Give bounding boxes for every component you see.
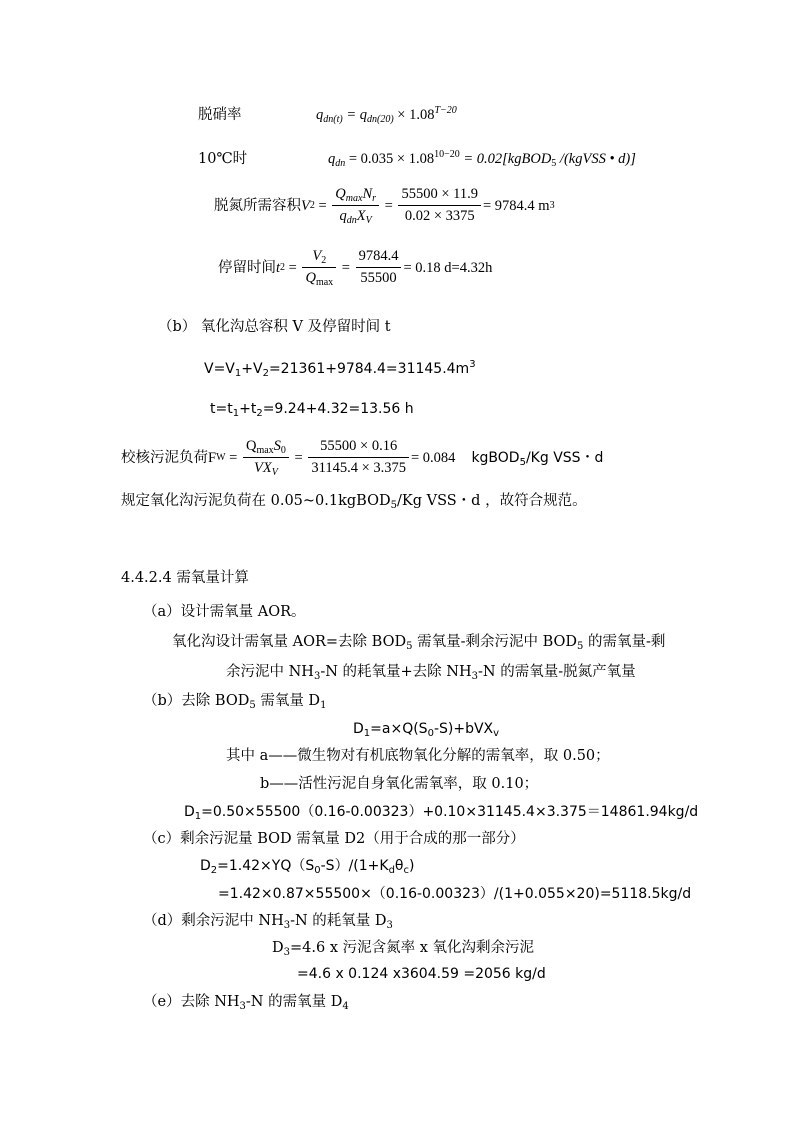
aor-definition-line2: 余污泥中 $NH_3-N$ 的耗氧量+去除 $NH_3-N$ 的需氧量-脱氮产氧量 xyxy=(226,664,636,682)
item-d-heading: （d）剩余污泥中 $NH_3-N$ 的耗氧量 $D_3$ xyxy=(143,913,393,931)
denitrification-volume-equation: 脱氮所需容积 V 2 = $\frac{Q_{max}N_r}{q_{dn}X_V}$ = $\frac{55500 \times 11.9}{0.02 \times 3375}$ = 9784.4 m 3 xyxy=(214,186,555,227)
d1-calculation: $D_1=0.50\times 55500(0.16-0.00323)+0.10\times 31145.4\times 3.375=14861.94kg/d$ xyxy=(184,804,699,822)
sludge-load-specification: 规定氧化沟污泥负荷在 0.05~0.1kgBOD$_5$/Kg VSS・d ，故符合规范。 xyxy=(121,493,587,511)
total-time-equation: $t=t_1+t_2=9.24+4.32=13.56$ h xyxy=(210,401,414,419)
volume-fraction-symbolic: $\frac{Q_{max}N_r}{q_{dn}X_V}$ xyxy=(332,186,379,226)
d2-calculation: =1.42×0.87×55500×（0.16-0.00323）/(1+0.055×20)=5118.5kg/d xyxy=(218,886,692,902)
denitrification-rate-formula: $q_{dn(t)} = q_{dn(20)} \times 1.08^{T-20}$ xyxy=(316,105,457,125)
item-c-heading: （c）剩余污泥量 BOD 需氧量 D2（用于合成的那一部分） xyxy=(143,831,525,847)
time-fraction-symbolic: $\frac{V_2}{Q_{max}}$ xyxy=(302,248,336,288)
volume-fraction-numeric: $\frac{55500 \times 11.9}{0.02 \times 3375}$ xyxy=(398,186,481,226)
item-b-heading: （b）去除 $BOD_5$ 需氧量 $D_1$ xyxy=(143,693,327,711)
temperature-10c-label: 10℃时 xyxy=(198,151,248,167)
item-e-heading: （e）去除 $NH_3-N$ 的需氧量 $D_4$ xyxy=(143,994,349,1012)
denitrification-rate-label: 脱硝率 xyxy=(198,107,242,123)
d3-calculation: =4.6 x 0.124 x3604.59 =2056 kg/d xyxy=(297,966,546,982)
section-heading-oxygen-demand: 4.4.2.4 需氧量计算 xyxy=(121,570,249,586)
rate-at-10c-formula: $q_{dn} = 0.035 \times 1.08^{10-20}$ = 0.02[kgBOD$_5$ /(kgVSS • d)] xyxy=(328,149,636,169)
sludge-load-check-equation: 校核污泥负荷 F W = $\frac{Q_{max}S_0}{VX_V}$ = $\frac{55500 \times 0.16}{31145.4 \times 3.375}$ = 0.084 kgBOD$_5$/Kg VSS・d xyxy=(121,438,604,479)
item-a-heading: （a）设计需氧量 AOR。 xyxy=(143,604,306,620)
load-fraction-numeric: $\frac{55500 \times 0.16}{31145.4 \times 3.375}$ xyxy=(308,438,409,478)
aor-definition-line1: 氧化沟设计需氧量 AOR=去除 $BOD_5$ 需氧量-剩余污泥中 $BOD_5$ 的需氧量-剩 xyxy=(172,634,666,652)
time-fraction-numeric: $\frac{9784.4}{55500}$ xyxy=(356,248,402,288)
coefficient-a-note: 其中 a——微生物对有机底物氧化分解的需氧率，取 0.50； xyxy=(226,748,610,764)
load-fraction-symbolic: $\frac{Q_{max}S_0}{VX_V}$ xyxy=(243,438,289,478)
d3-formula: $D_3=4.6$ x 污泥含氮率 x 氧化沟剩余污泥 xyxy=(272,940,535,958)
d1-formula: $D_1=a\times Q(S_0-S)+bVX_v$ xyxy=(353,721,500,739)
total-volume-equation: $V=V_1+V_2=21361+9784.4=31145.4m^3$ xyxy=(204,359,476,379)
retention-time-equation: 停留时间 t 2 = $\frac{V_2}{Q_{max}}$ = $\frac{9784.4}{55500}$ = 0.18 d=4.32h xyxy=(218,248,493,289)
oxidation-ditch-volume-heading: （b） 氧化沟总容积 V 及停留时间 t xyxy=(158,319,391,335)
coefficient-b-note: b——活性污泥自身氧化需氧率，取 0.10； xyxy=(260,776,539,792)
d2-formula: $D_2=1.42\times YQ(S_0-S)/(1+K_d\theta_c)$ xyxy=(200,858,415,876)
